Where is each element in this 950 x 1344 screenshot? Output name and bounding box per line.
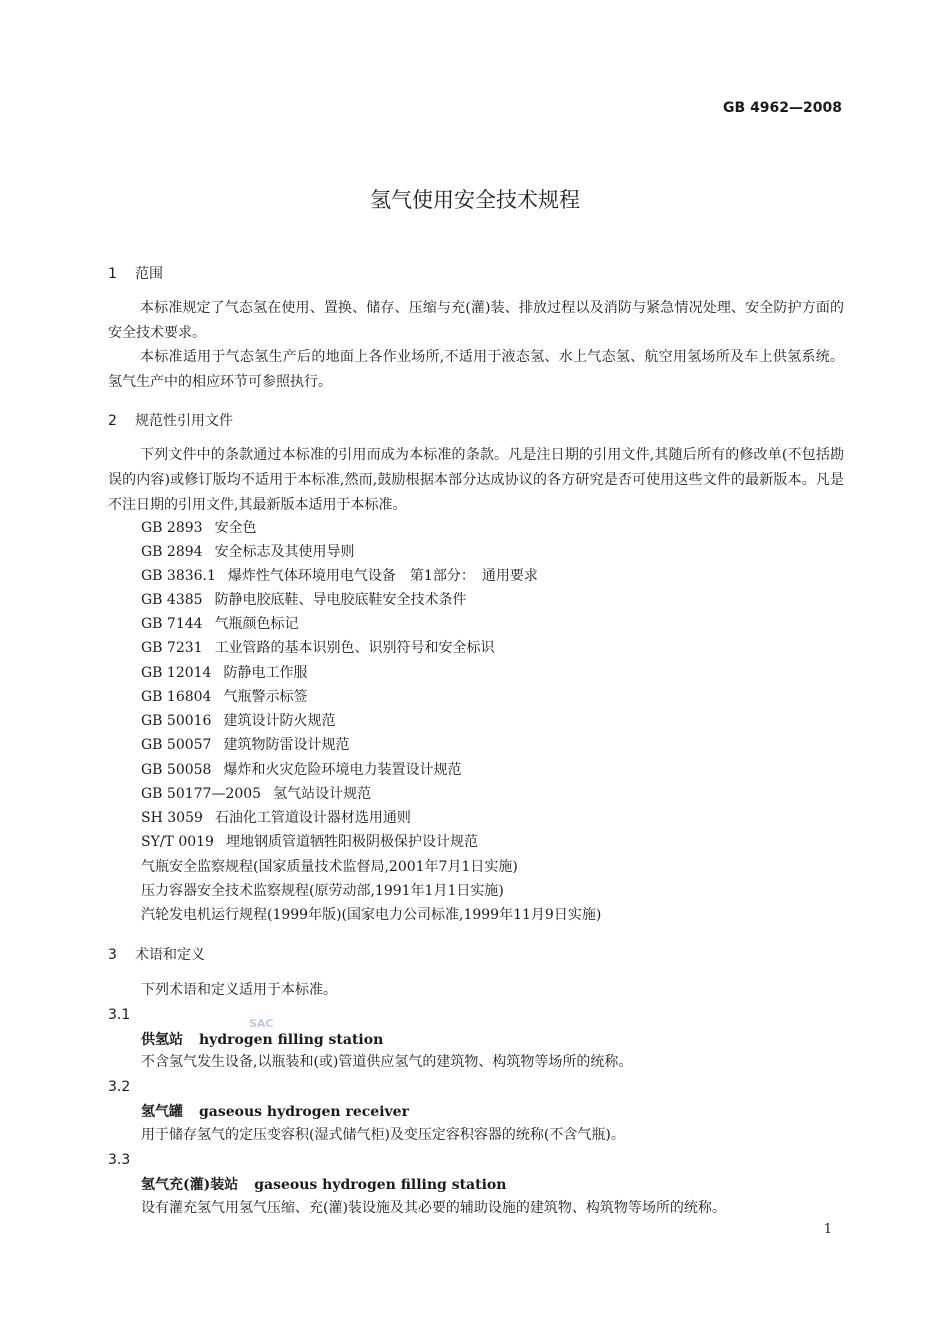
reference-item xyxy=(141,540,355,564)
reference-code: GB 7144 xyxy=(141,616,203,632)
reference-code: SH 3059 xyxy=(141,810,203,826)
term-number: 3.1 xyxy=(108,1007,131,1023)
section-number: 3 xyxy=(108,947,117,963)
regulation-item: 压力容器安全技术监察规程(原劳动部,1991年1月1日实施) xyxy=(141,883,504,899)
regulation-item: 汽轮发电机运行规程(1999年版)(国家电力公司标准,1999年11月9日实施) xyxy=(141,907,602,923)
term-heading xyxy=(141,1174,506,1194)
reference-item xyxy=(141,709,335,733)
reference-code: GB 7231 xyxy=(141,640,203,656)
term-number: 3.3 xyxy=(108,1152,131,1168)
reference-title: 工业管路的基本识别色、识别符号和安全标识 xyxy=(214,640,495,656)
reference-title: 防静电胶底鞋、导电胶底鞋安全技术条件 xyxy=(214,592,467,608)
page-title: 氢气使用安全技术规程 xyxy=(370,188,580,212)
reference-code: GB 12014 xyxy=(141,665,212,681)
section-2-heading xyxy=(108,410,233,430)
term-en: gaseous hydrogen filling station xyxy=(254,1177,507,1193)
reference-code: GB 50016 xyxy=(141,713,212,729)
standard-code: GB 4962—2008 xyxy=(723,100,842,116)
term-definition: 不含氢气发生设备,以瓶装和(或)管道供应氢气的建筑物、构筑物等场所的统称。 xyxy=(141,1054,633,1070)
normative-intro: 下列文件中的条款通过本标准的引用而成为本标准的条款。凡是注日期的引用文件,其随后所有的修改单(不包括勘误的内容)或修订版均不适用于本标准,然而,鼓励根据本部分达成协议的各方研究是否可使用这些文件的最新版本。凡是不注日期的引用文件,其最新版本适用于本标准。 xyxy=(108,447,844,513)
scope-paragraph-1: 本标准规定了气态氢在使用、置换、储存、压缩与充(灌)装、排放过程以及消防与紧急情况处理、安全防护方面的安全技术要求。 xyxy=(108,300,844,341)
reference-code: GB 3836.1 xyxy=(141,568,216,584)
section-title: 范围 xyxy=(135,266,163,282)
term-heading xyxy=(141,1029,383,1049)
reference-title: 埋地钢质管道牺牲阳极阴极保护设计规范 xyxy=(225,834,478,850)
reference-code: GB 4385 xyxy=(141,592,203,608)
section-title: 规范性引用文件 xyxy=(135,413,233,429)
reference-item xyxy=(141,661,307,685)
reference-title: 安全色 xyxy=(214,520,257,536)
section-number: 1 xyxy=(108,266,117,282)
reference-item xyxy=(141,685,307,709)
term-en: hydrogen filling station xyxy=(199,1032,384,1048)
reference-code: GB 2894 xyxy=(141,544,203,560)
regulation-item: 气瓶安全监察规程(国家质量技术监督局,2001年7月1日实施) xyxy=(141,859,518,875)
reference-title: 建筑物防雷设计规范 xyxy=(223,737,350,753)
section-title: 术语和定义 xyxy=(135,947,205,963)
term-zh: 供氢站 xyxy=(141,1032,183,1048)
reference-code: GB 50057 xyxy=(141,737,212,753)
reference-title: 爆炸性气体环境用电气设备 第1部分： 通用要求 xyxy=(227,568,538,584)
term-en: gaseous hydrogen receiver xyxy=(199,1104,409,1120)
terms-intro: 下列术语和定义适用于本标准。 xyxy=(141,982,337,998)
reference-title: 石油化工管道设计器材选用通则 xyxy=(214,810,411,826)
term-definition: 设有灌充氢气用氢气压缩、充(灌)装设施及其必要的辅助设施的建筑物、构筑物等场所的统称。 xyxy=(141,1200,726,1216)
reference-item xyxy=(141,564,538,588)
reference-title: 安全标志及其使用导则 xyxy=(214,544,355,560)
reference-item xyxy=(141,733,349,757)
reference-item xyxy=(141,806,411,830)
reference-item xyxy=(141,782,371,806)
reference-code: SY/T 0019 xyxy=(141,834,214,850)
term-definition: 用于储存氢气的定压变容积(湿式储气柜)及变压定容积容器的统称(不含气瓶)。 xyxy=(141,1127,625,1143)
reference-title: 氢气站设计规范 xyxy=(273,786,372,802)
scope-paragraph-2: 本标准适用于气态氢生产后的地面上各作业场所,不适用于液态氢、水上气态氢、航空用氢场所及车上供氢系统。氢气生产中的相应环节可参照执行。 xyxy=(108,349,844,390)
section-3-heading xyxy=(108,944,205,964)
section-1-heading xyxy=(108,263,163,283)
reference-code: GB 50177—2005 xyxy=(141,786,262,802)
reference-item xyxy=(141,612,299,636)
reference-code: GB 2893 xyxy=(141,520,203,536)
section-number: 2 xyxy=(108,413,117,429)
reference-title: 气瓶颜色标记 xyxy=(214,616,299,632)
reference-title: 气瓶警示标签 xyxy=(223,689,308,705)
term-zh: 氢气罐 xyxy=(141,1104,183,1120)
term-heading xyxy=(141,1101,409,1121)
reference-title: 防静电工作服 xyxy=(223,665,308,681)
reference-code: GB 50058 xyxy=(141,762,212,778)
watermark: SAC xyxy=(249,1017,274,1030)
reference-code: GB 16804 xyxy=(141,689,212,705)
reference-title: 爆炸和火灾危险环境电力装置设计规范 xyxy=(223,762,462,778)
reference-item xyxy=(141,830,478,854)
term-zh: 氢气充(灌)装站 xyxy=(141,1177,239,1193)
reference-item xyxy=(141,636,495,660)
page-number: 1 xyxy=(823,1222,832,1237)
reference-item xyxy=(141,758,461,782)
reference-item xyxy=(141,516,257,540)
reference-item xyxy=(141,588,467,612)
term-number: 3.2 xyxy=(108,1079,131,1095)
reference-title: 建筑设计防火规范 xyxy=(223,713,336,729)
